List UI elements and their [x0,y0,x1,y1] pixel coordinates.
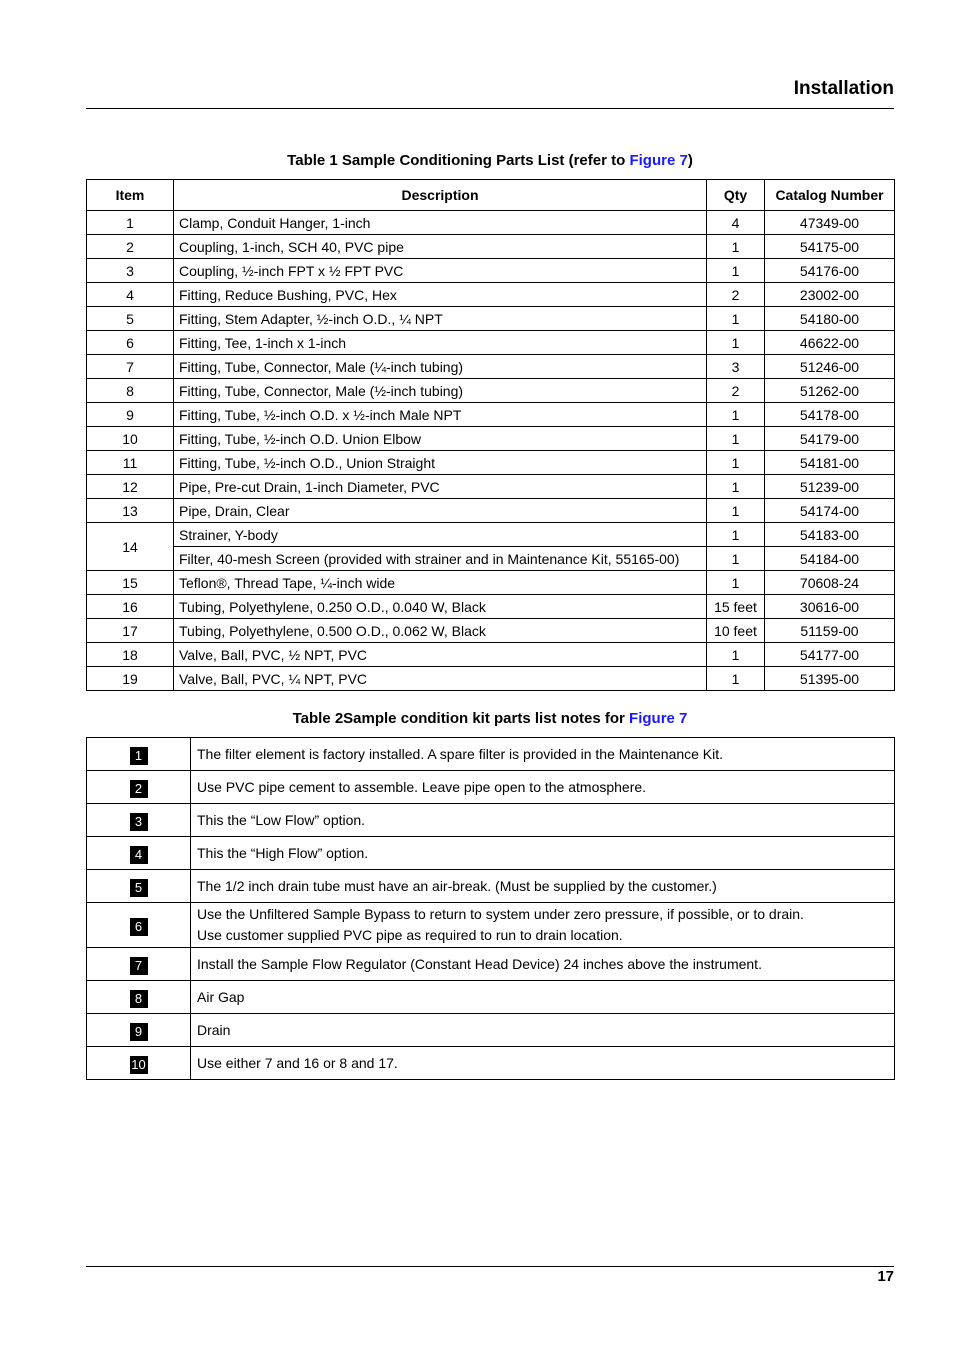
catalog-cell: 54176-00 [765,259,895,283]
item-cell: 10 [87,427,174,451]
item-cell: 12 [87,475,174,499]
notes-table [86,737,895,1080]
table-row [87,619,895,643]
description-cell: Strainer, Y-body [174,523,707,547]
qty-cell: 1 [707,475,765,499]
qty-cell: 1 [707,643,765,667]
catalog-cell: 30616-00 [765,595,895,619]
table-row [87,307,895,331]
description-cell: Clamp, Conduit Hanger, 1-inch [174,211,707,235]
qty-cell: 3 [707,355,765,379]
qty-cell: 1 [707,331,765,355]
table-row [87,499,895,523]
item-cell: 9 [87,403,174,427]
col-item-header: Item [87,180,174,211]
note-number-cell [87,948,191,981]
table-row [87,259,895,283]
catalog-cell: 51159-00 [765,619,895,643]
table-row [87,379,895,403]
description-cell: Coupling, 1-inch, SCH 40, PVC pipe [174,235,707,259]
qty-cell: 1 [707,523,765,547]
item-cell: 8 [87,379,174,403]
qty-cell: 1 [707,403,765,427]
catalog-cell: 51239-00 [765,475,895,499]
catalog-cell: 23002-00 [765,283,895,307]
note-number-cell [87,1014,191,1047]
description-cell: Teflon®, Thread Tape, ¼-inch wide [174,571,707,595]
note-number-cell [87,903,191,948]
note-text [191,903,895,948]
qty-cell: 4 [707,211,765,235]
item-cell: 13 [87,499,174,523]
table-row [87,643,895,667]
catalog-cell: 54174-00 [765,499,895,523]
item-cell: 19 [87,667,174,691]
note-number-badge: 4 [130,846,148,864]
item-cell: 2 [87,235,174,259]
note-text: Use either 7 and 16 or 8 and 17. [191,1047,895,1080]
description-cell: Fitting, Tube, ½-inch O.D. Union Elbow [174,427,707,451]
note-number-badge: 3 [130,813,148,831]
table-row [87,523,895,547]
table-row [87,475,895,499]
table-row [87,595,895,619]
item-cell: 5 [87,307,174,331]
qty-cell: 1 [707,235,765,259]
qty-cell: 1 [707,427,765,451]
item-cell: 14 [87,523,174,571]
catalog-cell: 54177-00 [765,643,895,667]
qty-cell: 1 [707,571,765,595]
qty-cell: 2 [707,379,765,403]
header-divider [86,108,894,109]
item-cell: 17 [87,619,174,643]
col-description-header: Description [174,180,707,211]
catalog-cell: 51395-00 [765,667,895,691]
note-row [87,837,895,870]
note-number-cell [87,738,191,771]
note-text: Air Gap [191,981,895,1014]
note-text: This the “High Flow” option. [191,837,895,870]
parts-table [86,179,895,691]
item-cell: 16 [87,595,174,619]
table-row [87,571,895,595]
description-cell: Fitting, Tube, ½-inch O.D. x ½-inch Male NPT [174,403,707,427]
description-cell: Fitting, Tube, ½-inch O.D., Union Straight [174,451,707,475]
item-cell: 6 [87,331,174,355]
description-cell: Valve, Ball, PVC, ¼ NPT, PVC [174,667,707,691]
note-row [87,1047,895,1080]
note-text: The 1/2 inch drain tube must have an air-break. (Must be supplied by the customer.) [191,870,895,903]
table1-caption-suffix: ) [687,152,693,169]
note-text: Drain [191,1014,895,1047]
figure-7-link[interactable]: Figure 7 [629,710,688,727]
table2-caption-text: Table 2Sample condition kit parts list notes for [292,710,630,727]
note-row [87,870,895,903]
item-cell: 3 [87,259,174,283]
note-text: Use PVC pipe cement to assemble. Leave pipe open to the atmosphere. [191,771,895,804]
note-number-cell [87,870,191,903]
note-row [87,1014,895,1047]
description-cell: Valve, Ball, PVC, ½ NPT, PVC [174,643,707,667]
note-number-badge: 8 [130,990,148,1008]
description-cell: Fitting, Tube, Connector, Male (½-inch tubing) [174,379,707,403]
item-cell: 7 [87,355,174,379]
note-number-badge: 9 [130,1023,148,1041]
description-cell: Tubing, Polyethylene, 0.500 O.D., 0.062 W, Black [174,619,707,643]
note-row [87,948,895,981]
note-number-badge: 6 [130,918,148,936]
note-row [87,771,895,804]
description-cell: Tubing, Polyethylene, 0.250 O.D., 0.040 W, Black [174,595,707,619]
col-catalog-header: Catalog Number [765,180,895,211]
qty-cell: 15 feet [707,595,765,619]
note-row [87,804,895,837]
note-number-cell [87,771,191,804]
catalog-cell: 70608-24 [765,571,895,595]
table-row [87,427,895,451]
item-cell: 11 [87,451,174,475]
description-cell: Fitting, Stem Adapter, ½-inch O.D., ¼ NPT [174,307,707,331]
footer-divider [86,1266,894,1267]
qty-cell: 1 [707,547,765,571]
note-number-badge: 10 [131,1057,146,1072]
note-number-cell [87,804,191,837]
catalog-cell: 54175-00 [765,235,895,259]
figure-7-link[interactable]: Figure 7 [629,152,688,169]
table-row [87,451,895,475]
note-number-cell [87,1047,191,1080]
page-number: 17 [877,1268,894,1285]
item-cell: 15 [87,571,174,595]
note-text: Install the Sample Flow Regulator (Constant Head Device) 24 inches above the instrument. [191,948,895,981]
table-row [87,667,895,691]
table-row [87,331,895,355]
table-row [87,547,895,571]
note-row [87,981,895,1014]
catalog-cell: 54180-00 [765,307,895,331]
catalog-cell: 54184-00 [765,547,895,571]
note-number-badge: 5 [130,879,148,897]
description-cell: Coupling, ½-inch FPT x ½ FPT PVC [174,259,707,283]
qty-cell: 1 [707,667,765,691]
table-row [87,355,895,379]
note-text-line-1: Use the Unfiltered Sample Bypass to return to system under zero pressure, if possible, or to drain. [197,906,804,922]
note-number-cell [87,837,191,870]
catalog-cell: 46622-00 [765,331,895,355]
note-row [87,903,895,948]
note-number-badge: 7 [130,957,148,975]
description-cell: Fitting, Tee, 1-inch x 1-inch [174,331,707,355]
catalog-cell: 51246-00 [765,355,895,379]
description-cell: Fitting, Reduce Bushing, PVC, Hex [174,283,707,307]
note-number-badge: 1 [130,747,148,765]
note-text: The filter element is factory installed. A spare filter is provided in the Maintenance Kit. [191,738,895,771]
note-text: This the “Low Flow” option. [191,804,895,837]
table-row [87,403,895,427]
description-cell: Pipe, Drain, Clear [174,499,707,523]
catalog-cell: 54183-00 [765,523,895,547]
qty-cell: 2 [707,283,765,307]
table-row [87,235,895,259]
catalog-cell: 47349-00 [765,211,895,235]
table-row [87,283,895,307]
catalog-cell: 54178-00 [765,403,895,427]
table1-caption [86,152,894,169]
catalog-cell: 54179-00 [765,427,895,451]
col-qty-header: Qty [707,180,765,211]
item-cell: 1 [87,211,174,235]
table1-caption-text: Table 1 Sample Conditioning Parts List (refer to [287,152,630,169]
parts-table-header [87,180,895,211]
description-cell: Pipe, Pre-cut Drain, 1-inch Diameter, PVC [174,475,707,499]
qty-cell: 1 [707,259,765,283]
qty-cell: 1 [707,499,765,523]
qty-cell: 10 feet [707,619,765,643]
catalog-cell: 54181-00 [765,451,895,475]
section-title: Installation [793,78,894,99]
table2-caption [86,710,894,727]
description-cell: Fitting, Tube, Connector, Male (¼-inch tubing) [174,355,707,379]
catalog-cell: 51262-00 [765,379,895,403]
description-cell: Filter, 40-mesh Screen (provided with strainer and in Maintenance Kit, 55165-00) [174,547,707,571]
note-number-badge: 2 [130,780,148,798]
table-row [87,211,895,235]
item-cell: 18 [87,643,174,667]
note-text-line-2: Use customer supplied PVC pipe as required to run to drain location. [197,927,623,943]
qty-cell: 1 [707,307,765,331]
note-row [87,738,895,771]
qty-cell: 1 [707,451,765,475]
note-number-cell [87,981,191,1014]
item-cell: 4 [87,283,174,307]
